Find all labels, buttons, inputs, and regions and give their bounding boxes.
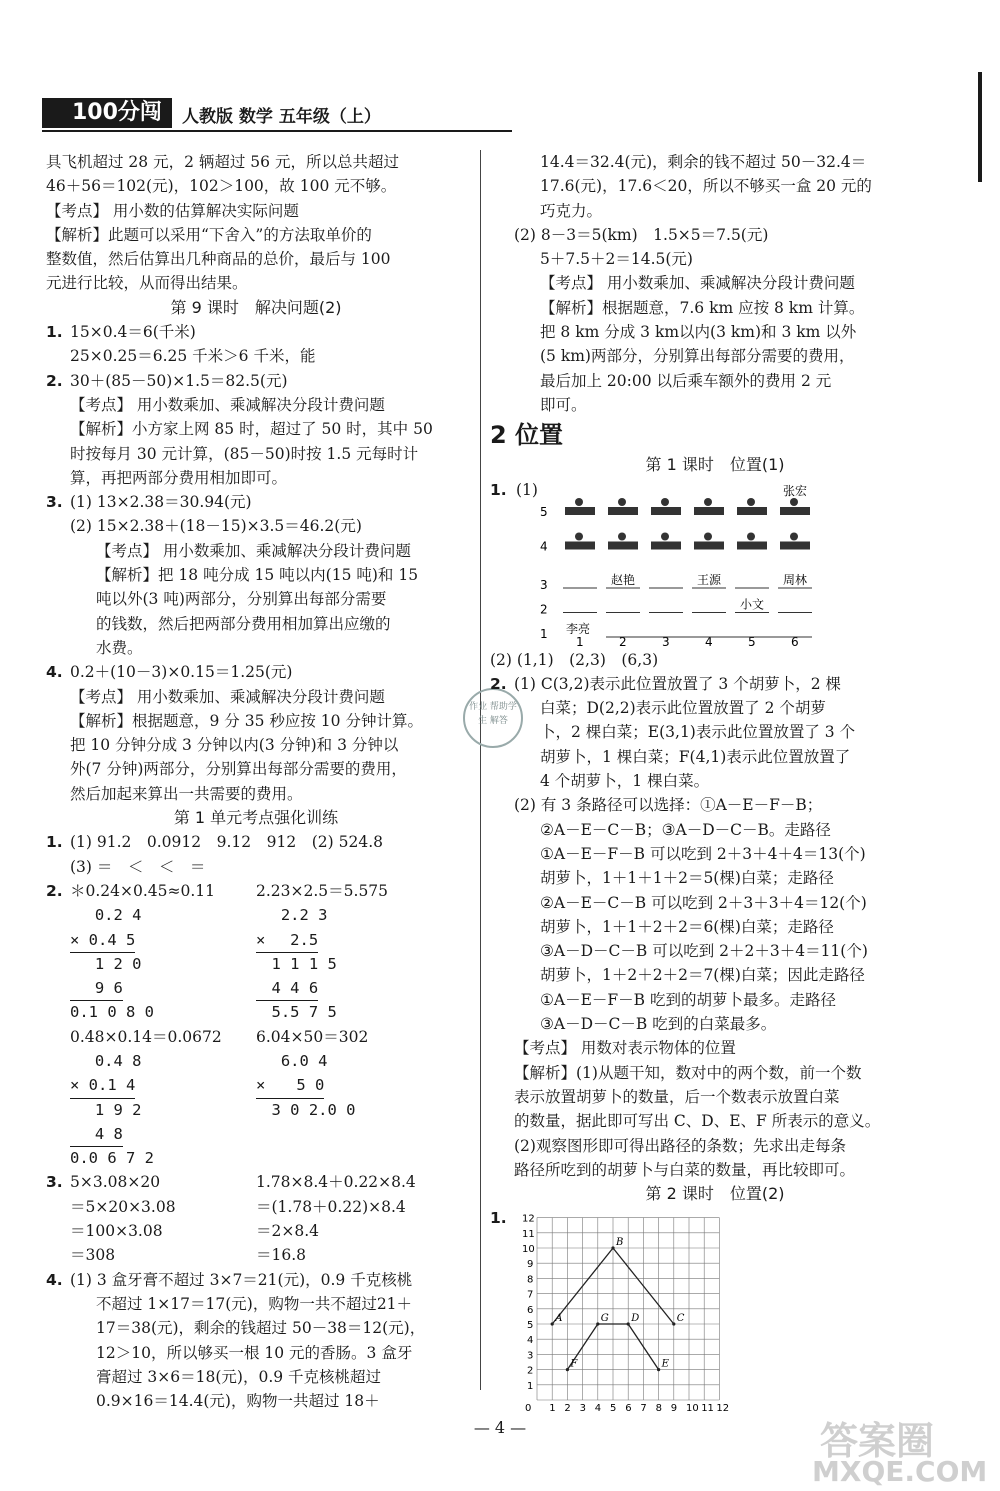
text-line: 把 8 km 分成 3 km以内(3 km)和 3 km 以外 bbox=[540, 323, 857, 342]
text-line: 表示放置胡萝卜的数量，后一个数表示放置白菜 bbox=[514, 1087, 840, 1106]
desk-icon bbox=[694, 507, 724, 515]
grid-point bbox=[627, 1323, 630, 1326]
seat-name: 王源 bbox=[697, 572, 722, 587]
text-line: 把 10 分钟分成 3 分钟以内(3 分钟)和 3 分钟以 bbox=[70, 736, 399, 755]
y-tick-label: 9 bbox=[527, 1259, 534, 1271]
desk-icon bbox=[737, 507, 767, 515]
answer-2: 2. 30＋(85－50)×1.5＝82.5(元) bbox=[46, 369, 466, 393]
question-number: 4. bbox=[46, 663, 63, 682]
question-number: 1. bbox=[490, 1209, 507, 1228]
page-header bbox=[42, 92, 602, 155]
text-line: 17＝38(元)，剩余的钱超过 50－38＝12(元)， bbox=[96, 1319, 426, 1338]
answer-3: 3. (1) 13×2.38＝30.94(元) bbox=[46, 490, 466, 514]
student-icon bbox=[747, 498, 755, 506]
watermark: 答案圈 bbox=[820, 1419, 935, 1463]
desk-icon bbox=[565, 507, 595, 515]
logo-text: 100分闯关 bbox=[72, 100, 162, 155]
text-line: ①A－E－F－B 可以吃到 2＋3＋4＋4＝13(个) bbox=[540, 844, 866, 863]
x-tick-label: 3 bbox=[579, 1403, 586, 1413]
desk-icon bbox=[608, 541, 638, 549]
row-label: 1 bbox=[540, 626, 548, 641]
text-line: ②A－E－C－B；③A－D－C－B。走路径 bbox=[540, 820, 831, 839]
text-line: 【考点】 用数对表示物体的位置 bbox=[514, 1039, 736, 1058]
x-tick-label: 9 bbox=[670, 1403, 678, 1413]
text-line: 的数量，据此即可写出 C、D、E、F 所表示的意义。 bbox=[514, 1112, 881, 1131]
question-number: 1. bbox=[490, 480, 507, 499]
text-line: 25×0.25＝6.25 千米＞6 千米，能 bbox=[70, 347, 316, 366]
seating-chart bbox=[540, 478, 870, 648]
grid-point bbox=[611, 1247, 614, 1250]
y-tick-label: 5 bbox=[527, 1320, 534, 1332]
text-line: 最后加上 20:00 以后乘车额外的费用 2 元 bbox=[540, 371, 832, 390]
edge-bar bbox=[978, 72, 982, 182]
sub-question: (1) bbox=[516, 480, 538, 499]
calc-line: 3 0 2.0 0 bbox=[256, 1100, 356, 1119]
text-line: 【考点】 用小数乘加、乘减解决分段计费问题 bbox=[70, 687, 385, 706]
col-label: 1 bbox=[576, 634, 584, 648]
y-tick-label: 6 bbox=[527, 1305, 534, 1317]
calc-line: ＝2×8.4 bbox=[256, 1222, 319, 1241]
page-number: — 4 — bbox=[473, 1418, 527, 1437]
question-number: 2. bbox=[490, 674, 507, 693]
row-label: 5 bbox=[540, 504, 548, 519]
section-title: 第 9 课时 解决问题(2) bbox=[170, 297, 342, 317]
question-number: 1. bbox=[46, 833, 63, 852]
x-tick-label: 11 bbox=[701, 1403, 714, 1413]
calc-line: 9 6 bbox=[70, 976, 123, 1001]
text-line: ①A－E－F－B 吃到的胡萝卜最多。走路径 bbox=[540, 990, 836, 1009]
col-label: 3 bbox=[662, 634, 670, 648]
calc-line: × 0.4 5 bbox=[70, 928, 135, 953]
col-label: 6 bbox=[791, 634, 799, 648]
y-tick-label: 11 bbox=[522, 1229, 535, 1241]
unit-title: 2 位置 bbox=[490, 421, 564, 450]
text-line: 白菜；D(2,2)表示此位置放置了 2 个胡萝 bbox=[540, 699, 826, 718]
x-tick-label: 2 bbox=[564, 1403, 571, 1413]
y-tick-label: 7 bbox=[527, 1289, 534, 1301]
calc-line: 6.0 4 bbox=[256, 1051, 328, 1070]
calc-line: 1 9 2 bbox=[70, 1100, 142, 1119]
vertical-calc-block: 2. ＊0.24×0.45≈0.11 0.2 4 × 0.4 5 1 2 0 9 6 0.1 0 8 0 0.48×0.14＝0.0672 0.4 8 × 0.1 4 1 9 2 4 8 0.0 6 7 2 2.23×2.5＝5.575 2.2 3 × 2.5 1 1 1 5 4 4 6 5.5 7 5 6.04×50＝302 6.0 4 × 5 0 3 0 2.0 0 bbox=[46, 879, 466, 1171]
text-line: 即可。 bbox=[540, 395, 587, 414]
seat-name: 李亮 bbox=[566, 621, 591, 636]
calc-line: 6.04×50＝302 bbox=[256, 1027, 369, 1046]
y-tick-label: 2 bbox=[527, 1365, 534, 1377]
text-line: (2) 15×2.38＋(18－15)×3.5＝46.2(元) bbox=[70, 517, 362, 536]
calc-line: ＝100×3.08 bbox=[70, 1222, 163, 1241]
col-label: 4 bbox=[705, 634, 713, 648]
answer-2: 2. (1) C(3,2)表示此位置放置了 3 个胡萝卜，2 棵 bbox=[490, 672, 940, 696]
text-line: 卜，2 棵白菜；E(3,1)表示此位置放置了 3 个 bbox=[540, 723, 856, 742]
point-label: E bbox=[661, 1358, 669, 1370]
question-number: 3. bbox=[46, 1173, 63, 1192]
calc-line: 1 2 0 bbox=[70, 954, 142, 973]
y-tick-label: 4 bbox=[527, 1335, 534, 1347]
text-line: 整数值，然后估算出几种商品的总价，最后与 100 bbox=[46, 250, 391, 269]
student-icon bbox=[575, 532, 583, 540]
calc-line: ＝308 bbox=[70, 1246, 116, 1265]
y-tick-label: 8 bbox=[527, 1274, 534, 1286]
text-line: 17.6(元)，17.6＜20，所以不够买一盒 20 元的 bbox=[540, 177, 872, 196]
watermark-url: MXQE.COM bbox=[812, 1455, 988, 1488]
text-line: 外(7 分钟)两部分，分别算出每部分需要的费用， bbox=[70, 760, 407, 779]
text-line: 吨以外(3 吨)两部分，分别算出每部分需要 bbox=[96, 590, 387, 609]
calc-line: 0.1 0 8 0 bbox=[70, 1003, 154, 1022]
text-line: 算，再把两部分费用相加即可。 bbox=[70, 468, 288, 487]
text-line: (5 km)两部分，分别算出每部分需要的费用， bbox=[540, 347, 855, 366]
y-tick-label: 12 bbox=[522, 1213, 535, 1225]
header-title: 人教版 数学 五年级（上） bbox=[182, 107, 381, 127]
text-line: 胡萝卜，1＋1＋2＋2＝6(棵)白菜；走路径 bbox=[540, 917, 834, 936]
coordinate-grid bbox=[515, 1202, 745, 1412]
text-line: (2) 有 3 条路径可以选择：①A－E－F－B； bbox=[514, 796, 823, 815]
student-icon bbox=[661, 532, 669, 540]
student-icon bbox=[704, 532, 712, 540]
text-line: (2) 8－3＝5(km) 1.5×5＝7.5(元) bbox=[514, 225, 769, 244]
desk-icon bbox=[608, 507, 638, 515]
calc-line: 5.5 7 5 bbox=[256, 1003, 337, 1022]
header-rule bbox=[42, 130, 512, 132]
text-line: 【考点】 用小数的估算解决实际问题 bbox=[46, 201, 299, 220]
calc-line: 2.23×2.5＝5.575 bbox=[256, 881, 389, 900]
text-line: (3) ＝ ＜ ＜ ＝ bbox=[70, 857, 206, 876]
text-line: 元进行比较，从而得出结果。 bbox=[46, 274, 248, 293]
desk-icon bbox=[651, 507, 681, 515]
answer-u1: 1. (1) 91.2 0.0912 9.12 912 (2) 524.8 bbox=[46, 830, 466, 854]
seating-figure bbox=[490, 478, 940, 648]
row-label: 4 bbox=[540, 539, 548, 554]
student-icon bbox=[790, 498, 798, 506]
x-tick-label: 4 bbox=[594, 1403, 602, 1413]
student-icon bbox=[790, 532, 798, 540]
right-column bbox=[490, 150, 940, 1416]
calc-line: 2.2 3 bbox=[256, 906, 328, 925]
calc-line: 0.4 8 bbox=[70, 1051, 142, 1070]
point-label: F bbox=[570, 1358, 578, 1370]
desk-icon bbox=[737, 541, 767, 549]
text-line: 【解析】此题可以采用“下舍入”的方法取单价的 bbox=[46, 225, 372, 244]
calc-line: ＝16.8 bbox=[256, 1246, 307, 1265]
x-tick-label: 12 bbox=[716, 1403, 730, 1413]
text-line: 【考点】 用小数乘加、乘减解决分段计费问题 bbox=[540, 274, 855, 293]
seat-name: 小文 bbox=[740, 597, 765, 612]
question-number: 2. bbox=[46, 881, 63, 900]
stamp-text: 作业 帮助学生 解答 bbox=[469, 702, 517, 726]
text-line: (2)观察图形即可得出路径的条数；先求出走每条 bbox=[514, 1136, 846, 1155]
y-tick-label: 1 bbox=[527, 1381, 534, 1393]
text-line: 5＋7.5＋2＝14.5(元) bbox=[540, 250, 693, 269]
answer-1: 1. 15×0.4＝6(千米) bbox=[46, 320, 466, 344]
grid-point bbox=[551, 1323, 554, 1326]
text-line: 然后加起来算出一共需要的费用。 bbox=[70, 784, 303, 803]
point-label: B bbox=[616, 1237, 624, 1249]
grid-point bbox=[672, 1323, 675, 1326]
simplify-block: 3. 5×3.08×20 ＝5×20×3.08 ＝100×3.08 ＝308 1.78×8.4＋0.22×8.4 ＝(1.78＋0.22)×8.4 ＝2×8.4 ＝16.8 bbox=[46, 1170, 466, 1267]
text-line: 胡萝卜，1＋1＋1＋2＝5(棵)白菜；走路径 bbox=[540, 869, 834, 888]
text-line: 【解析】(1)从题干知，数对中的两个数，前一个数 bbox=[514, 1063, 862, 1082]
text-line: 0.9×16＝14.4(元)，购物一共超过 18＋ bbox=[96, 1392, 380, 1411]
calc-line: 1.78×8.4＋0.22×8.4 bbox=[256, 1173, 416, 1192]
book-logo bbox=[42, 98, 172, 155]
col-label: 5 bbox=[748, 634, 756, 648]
x-tick-label: 1 bbox=[549, 1403, 556, 1413]
calc-line: 1 1 1 5 bbox=[256, 954, 337, 973]
text-line: 巧克力。 bbox=[540, 201, 603, 220]
point-label: C bbox=[676, 1313, 685, 1325]
seat-name: 周林 bbox=[783, 572, 808, 587]
calc-line: 0.48×0.14＝0.0672 bbox=[70, 1027, 222, 1046]
student-icon bbox=[704, 498, 712, 506]
x-tick-label: 5 bbox=[610, 1403, 617, 1413]
text-line: 12＞10，所以够买一根 10 元的香肠。3 盒牙 bbox=[96, 1343, 413, 1362]
text-line: 14.4＝32.4(元)，剩余的钱不超过 50－32.4＝ bbox=[540, 153, 867, 171]
question-number: 3. bbox=[46, 493, 63, 512]
student-icon bbox=[618, 498, 626, 506]
calc-line: ＝(1.78＋0.22)×8.4 bbox=[256, 1197, 406, 1216]
text-line: 【解析】把 18 吨分成 15 吨以内(15 吨)和 15 bbox=[96, 566, 419, 585]
text-line: 【解析】根据题意，9 分 35 秒应按 10 分钟计算。 bbox=[70, 711, 423, 730]
text-line: 胡萝卜，1＋2＋2＋2＝7(棵)白菜；因此走路径 bbox=[540, 966, 865, 985]
answer-4: 4. 0.2＋(10－3)×0.15＝1.25(元) bbox=[46, 660, 466, 684]
point-label: A bbox=[555, 1313, 563, 1325]
desk-icon bbox=[565, 541, 595, 549]
left-column bbox=[46, 150, 466, 1413]
grid-point bbox=[596, 1323, 599, 1326]
text-line: 【解析】根据题意，7.6 km 应按 8 km 计算。 bbox=[540, 298, 865, 317]
point-label: G bbox=[600, 1313, 609, 1325]
text-line: 【考点】 用小数乘加、乘减解决分段计费问题 bbox=[96, 541, 411, 560]
text-line: 的钱数，然后把两部分费用相加算出应缴的 bbox=[96, 614, 391, 633]
section-title: 第 1 单元考点强化训练 bbox=[173, 808, 339, 828]
question-number: 2. bbox=[46, 371, 63, 390]
y-tick-label: 3 bbox=[527, 1350, 534, 1362]
answer-u4: 4. (1) 3 盒牙膏不超过 3×7＝21(元)，0.9 千克核桃 bbox=[46, 1268, 466, 1292]
question-number: 4. bbox=[46, 1270, 63, 1289]
text-line: ②A－E－C－B 可以吃到 2＋3＋3＋4＝12(个) bbox=[540, 893, 867, 912]
grid-point bbox=[657, 1368, 660, 1371]
calc-line: 0.2 4 bbox=[70, 906, 142, 925]
text-line: 【解析】小方家上网 85 时，超过了 50 时，其中 50 bbox=[70, 420, 433, 439]
text-line: ③A－D－C－B 可以吃到 2＋2＋3＋4＝11(个) bbox=[540, 942, 868, 961]
text-line: 具飞机超过 28 元，2 辆超过 56 元，所以总共超过 bbox=[46, 153, 399, 171]
seat-name: 赵艳 bbox=[611, 572, 636, 587]
y-tick-label: 0 bbox=[525, 1403, 532, 1413]
x-tick-label: 7 bbox=[640, 1403, 647, 1413]
calc-line: × 0.1 4 bbox=[70, 1073, 135, 1098]
point-label: D bbox=[631, 1313, 640, 1325]
text-line: 4 个胡萝卜，1 棵白菜。 bbox=[540, 772, 710, 791]
text-line: 时按每月 30 元计算，(85－50)时按 1.5 元每时计 bbox=[70, 444, 419, 463]
x-tick-label: 10 bbox=[686, 1403, 699, 1413]
desk-icon bbox=[780, 541, 810, 549]
row-label: 3 bbox=[540, 577, 548, 592]
grid-figure bbox=[490, 1206, 940, 1416]
student-icon bbox=[747, 532, 755, 540]
row-label: 2 bbox=[540, 602, 548, 617]
desk-icon bbox=[780, 507, 810, 515]
y-tick-label: 10 bbox=[522, 1244, 535, 1256]
calc-line: 4 4 6 bbox=[256, 976, 318, 1001]
student-icon bbox=[661, 498, 669, 506]
calc-line: 0.0 6 7 2 bbox=[70, 1149, 154, 1168]
calc-line: 4 8 bbox=[70, 1122, 123, 1147]
text-line: 【考点】 用小数乘加、乘减解决分段计费问题 bbox=[70, 395, 385, 414]
text-line: 水费。 bbox=[96, 638, 143, 657]
desk-icon bbox=[651, 541, 681, 549]
calc-line: × 5 0 bbox=[256, 1073, 324, 1098]
question-number: 1. bbox=[46, 323, 63, 342]
col-label: 2 bbox=[619, 634, 627, 648]
text-line: 不超过 1×17＝17(元)，购物一共不超过21＋ bbox=[96, 1294, 413, 1313]
text-line: 膏超过 3×6＝18(元)，0.9 千克核桃超过 bbox=[96, 1367, 382, 1386]
text-line: 胡萝卜，1 棵白菜；F(4,1)表示此位置放置了 bbox=[540, 747, 851, 766]
text-line: ③A－D－C－B 吃到的白菜最多。 bbox=[540, 1015, 777, 1034]
text-line: (2) (1,1) (2,3) (6,3) bbox=[490, 650, 659, 669]
text-line: 路径所吃到的胡萝卜与白菜的数量，再比较即可。 bbox=[514, 1160, 856, 1179]
grid-point bbox=[566, 1368, 569, 1371]
calc-line: × 2.5 bbox=[256, 928, 318, 953]
x-tick-label: 6 bbox=[625, 1403, 632, 1413]
calc-line: ＝5×20×3.08 bbox=[70, 1197, 176, 1216]
text-line: 46＋56＝102(元)，102＞100，故 100 元不够。 bbox=[46, 177, 397, 196]
student-icon bbox=[618, 532, 626, 540]
student-icon bbox=[575, 498, 583, 506]
column-divider bbox=[480, 150, 481, 1390]
section-title: 第 1 课时 位置(1) bbox=[645, 455, 785, 475]
section-title: 第 2 课时 位置(2) bbox=[645, 1184, 785, 1204]
x-tick-label: 8 bbox=[655, 1403, 662, 1413]
desk-icon bbox=[694, 541, 724, 549]
seat-name: 张宏 bbox=[783, 483, 808, 498]
